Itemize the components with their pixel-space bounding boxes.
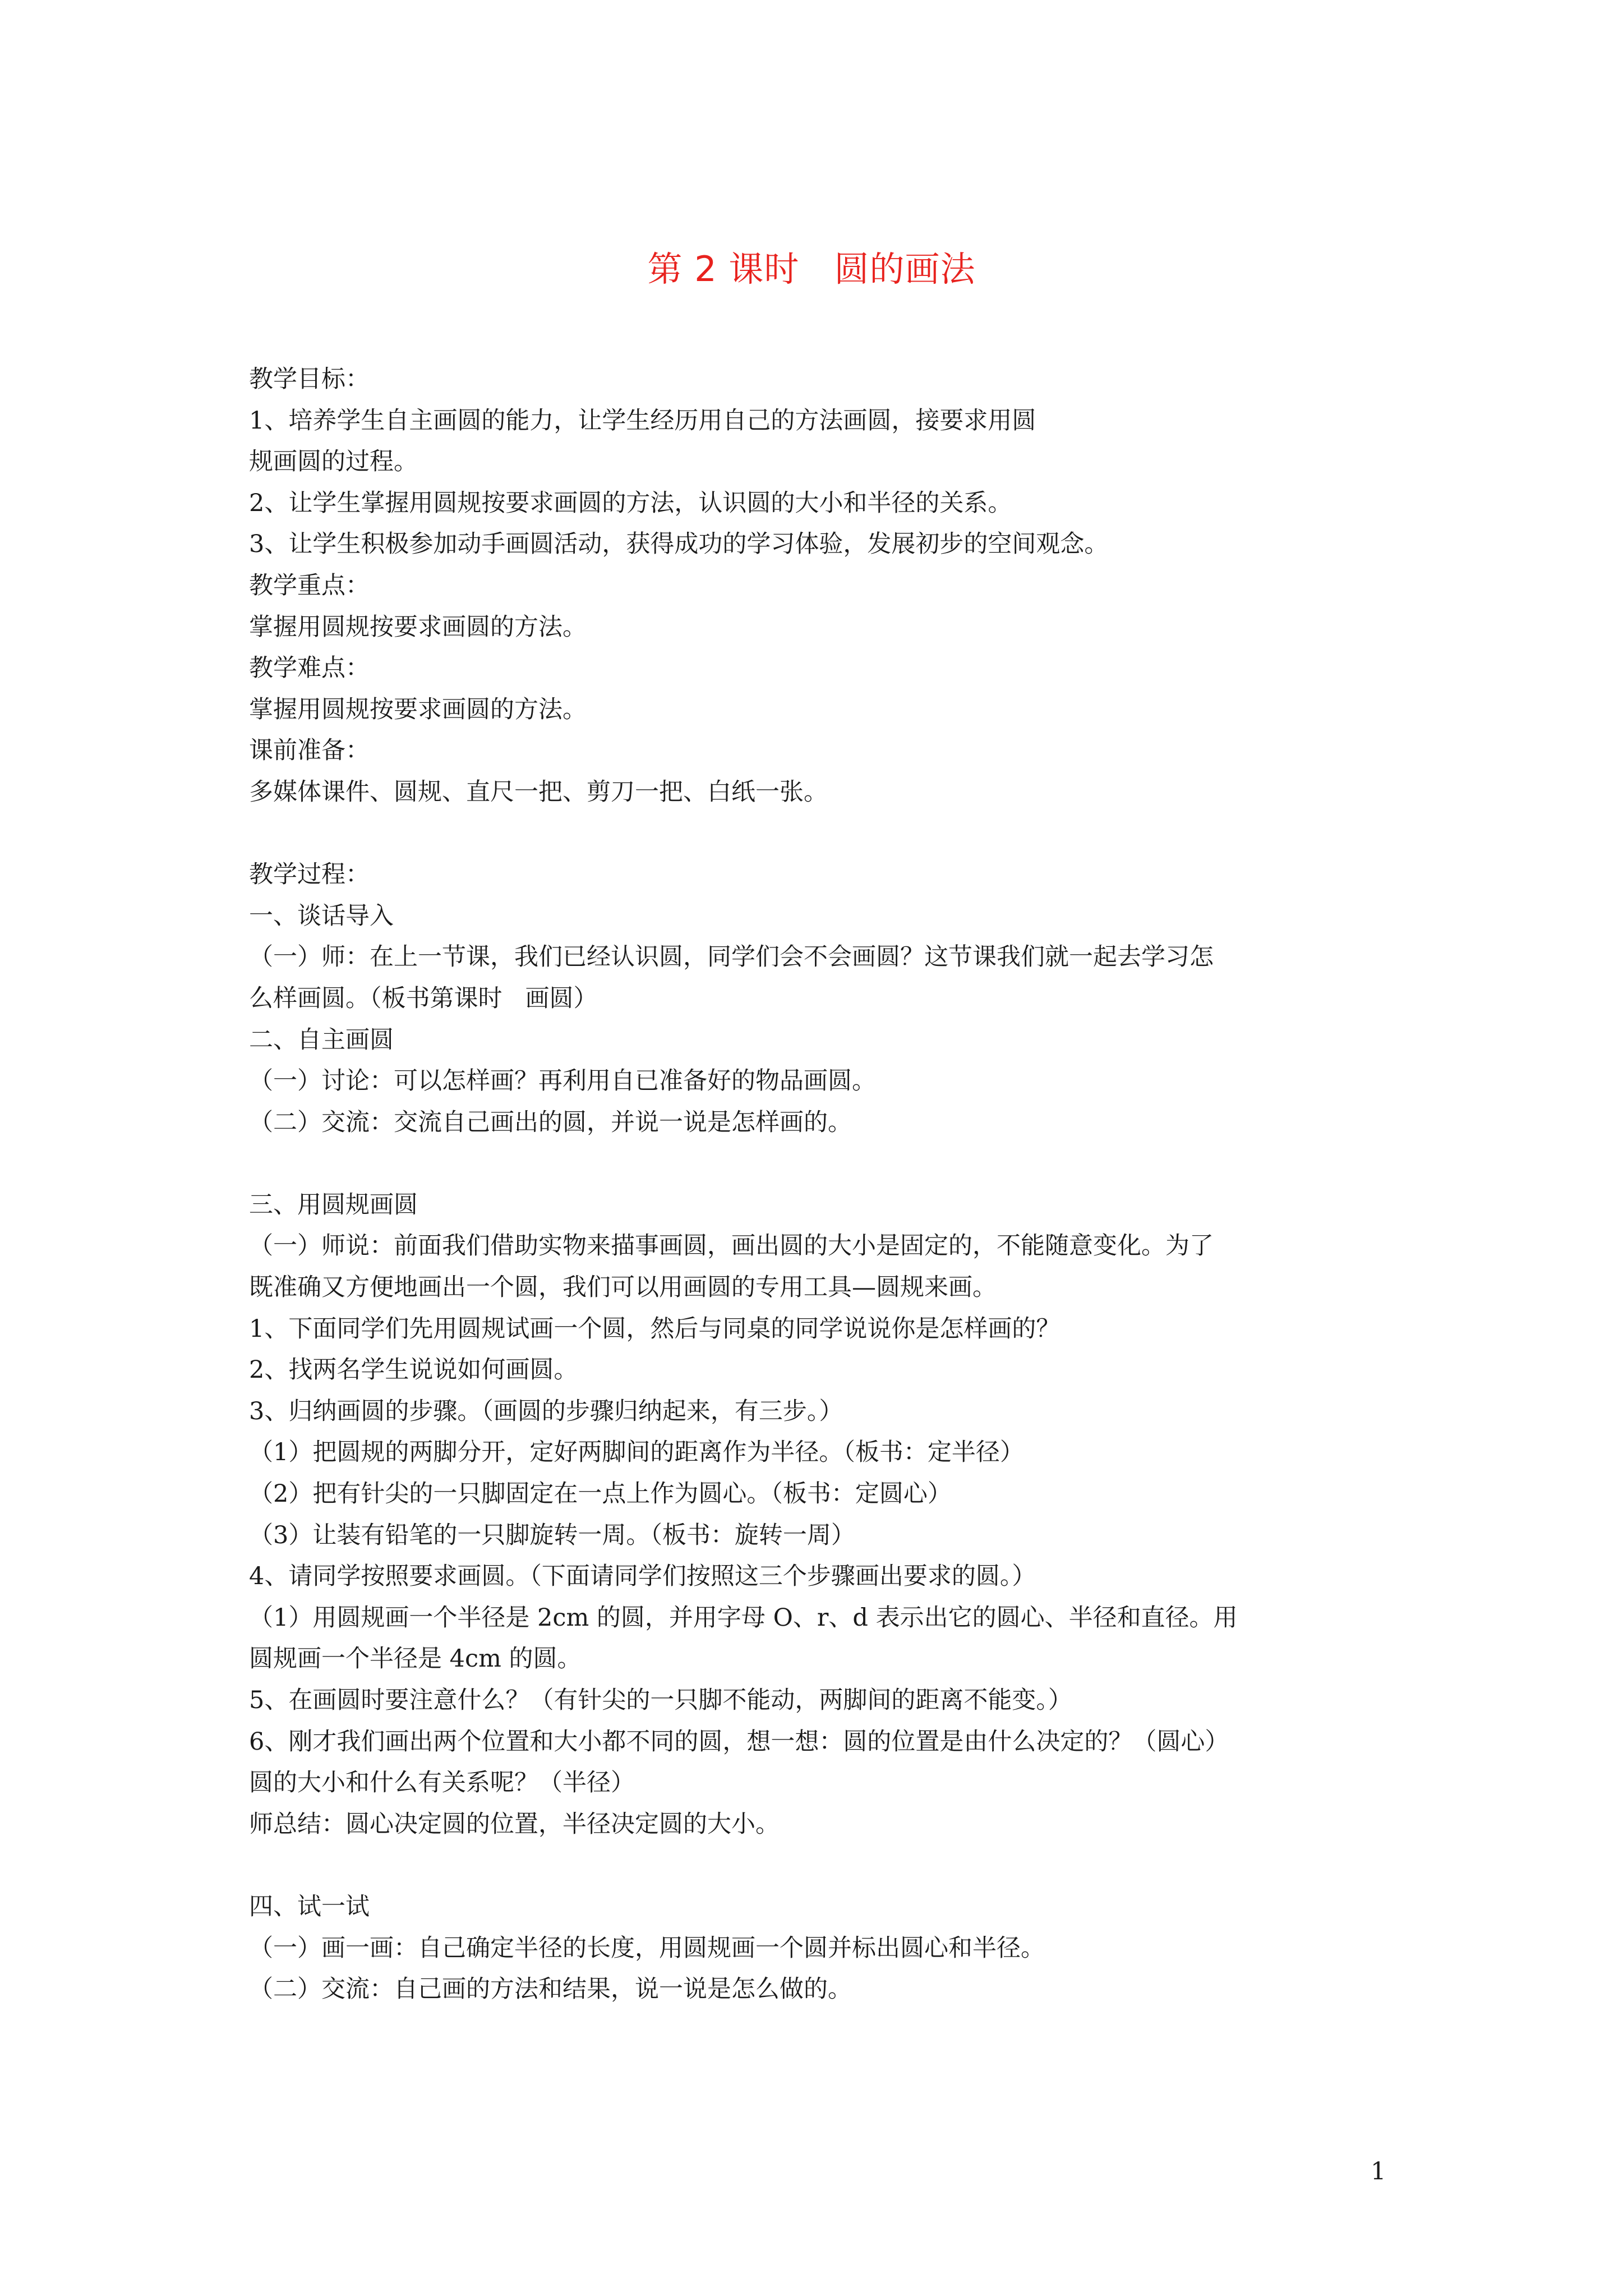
text-line: 1、培养学生自主画圆的能力，让学生经历用自己的方法画圆，接要求用圆 <box>249 406 1036 435</box>
text-line: 多媒体课件、圆规、直尺一把、剪刀一把、白纸一张。 <box>249 777 828 806</box>
page-number: 1 <box>1371 2157 1386 2185</box>
text-line: （2）把有针尖的一只脚固定在一点上作为圆心。（板书：定圆心） <box>249 1480 952 1508</box>
text-line: 规画圆的过程。 <box>249 448 418 476</box>
text-line: 4、请同学按照要求画圆。（下面请同学们按照这三个步骤画出要求的圆。） <box>249 1562 1036 1591</box>
text-line: 6、刚才我们画出两个位置和大小都不同的圆，想一想：圆的位置是由什么决定的？（圆心） <box>249 1727 1229 1756</box>
text-line: 掌握用圆规按要求画圆的方法。 <box>249 613 587 641</box>
text-line: 2、找两名学生说说如何画圆。 <box>249 1356 578 1384</box>
text-line: 圆规画一个半径是 4cm 的圆。 <box>249 1645 582 1673</box>
text-line: 3、让学生积极参加动手画圆活动，获得成功的学习体验，发展初步的空间观念。 <box>249 530 1109 559</box>
lesson-plan-body <box>249 359 1393 2010</box>
text-line: （一）画一画：自己确定半径的长度，用圆规画一个圆并标出圆心和半径。 <box>249 1934 1045 1962</box>
blank-line <box>249 1143 1393 1185</box>
text-line: 么样画圆。（板书第课时 画圆） <box>249 984 598 1013</box>
blank-line <box>249 813 1393 855</box>
text-line: （一）师：在上一节课，我们已经认识圆，同学们会不会画圆？这节课我们就一起去学习怎 <box>249 943 1214 972</box>
text-line: 四、试一试 <box>249 1892 370 1921</box>
text-line: （1）用圆规画一个半径是 2cm 的圆，并用字母 O、r、d 表示出它的圆心、半径和直径。用 <box>249 1603 1238 1632</box>
text-line: 教学重点： <box>249 571 370 600</box>
text-line: 教学目标： <box>249 365 370 393</box>
text-line: （二）交流：自己画的方法和结果，说一说是怎么做的。 <box>249 1975 852 2004</box>
text-line: 教学过程： <box>249 861 370 889</box>
blank-line <box>249 1845 1393 1887</box>
text-line: （1）把圆规的两脚分开，定好两脚间的距离作为半径。（板书：定半径） <box>249 1438 1024 1467</box>
text-line: 课前准备： <box>249 737 370 765</box>
text-line: 5、在画圆时要注意什么？（有针尖的一只脚不能动，两脚间的距离不能变。） <box>249 1686 1072 1714</box>
text-line: （3）让装有铅笔的一只脚旋转一周。（板书：旋转一周） <box>249 1521 855 1549</box>
page-title: 第 2 课时 圆的画法 <box>647 249 976 289</box>
text-line: 1、下面同学们先用圆规试画一个圆，然后与同桌的同学说说你是怎样画的？ <box>249 1314 1061 1343</box>
text-line: 一、谈话导入 <box>249 901 394 930</box>
text-line: 三、用圆规画圆 <box>249 1190 418 1219</box>
text-line: （一）讨论：可以怎样画？再利用自已准备好的物品画圆。 <box>249 1067 876 1096</box>
text-line: （一）师说：前面我们借助实物来描事画圆，画出圆的大小是固定的，不能随意变化。为了 <box>249 1232 1214 1260</box>
text-line: 掌握用圆规按要求画圆的方法。 <box>249 695 587 724</box>
text-line: 二、自主画圆 <box>249 1025 394 1054</box>
text-line: 3、归纳画圆的步骤。（画圆的步骤归纳起来，有三步。） <box>249 1397 843 1425</box>
text-line: （二）交流：交流自己画出的圆，并说一说是怎样画的。 <box>249 1108 852 1137</box>
text-line: 2、让学生掌握用圆规按要求画圆的方法，认识圆的大小和半径的关系。 <box>249 489 1012 517</box>
text-line: 圆的大小和什么有关系呢？（半径） <box>249 1769 635 1797</box>
text-line: 既准确又方便地画出一个圆，我们可以用画圆的专用工具—圆规来画。 <box>249 1273 997 1302</box>
text-line: 师总结：圆心决定圆的位置，半径决定圆的大小。 <box>249 1810 780 1838</box>
text-line: 教学难点： <box>249 654 370 683</box>
